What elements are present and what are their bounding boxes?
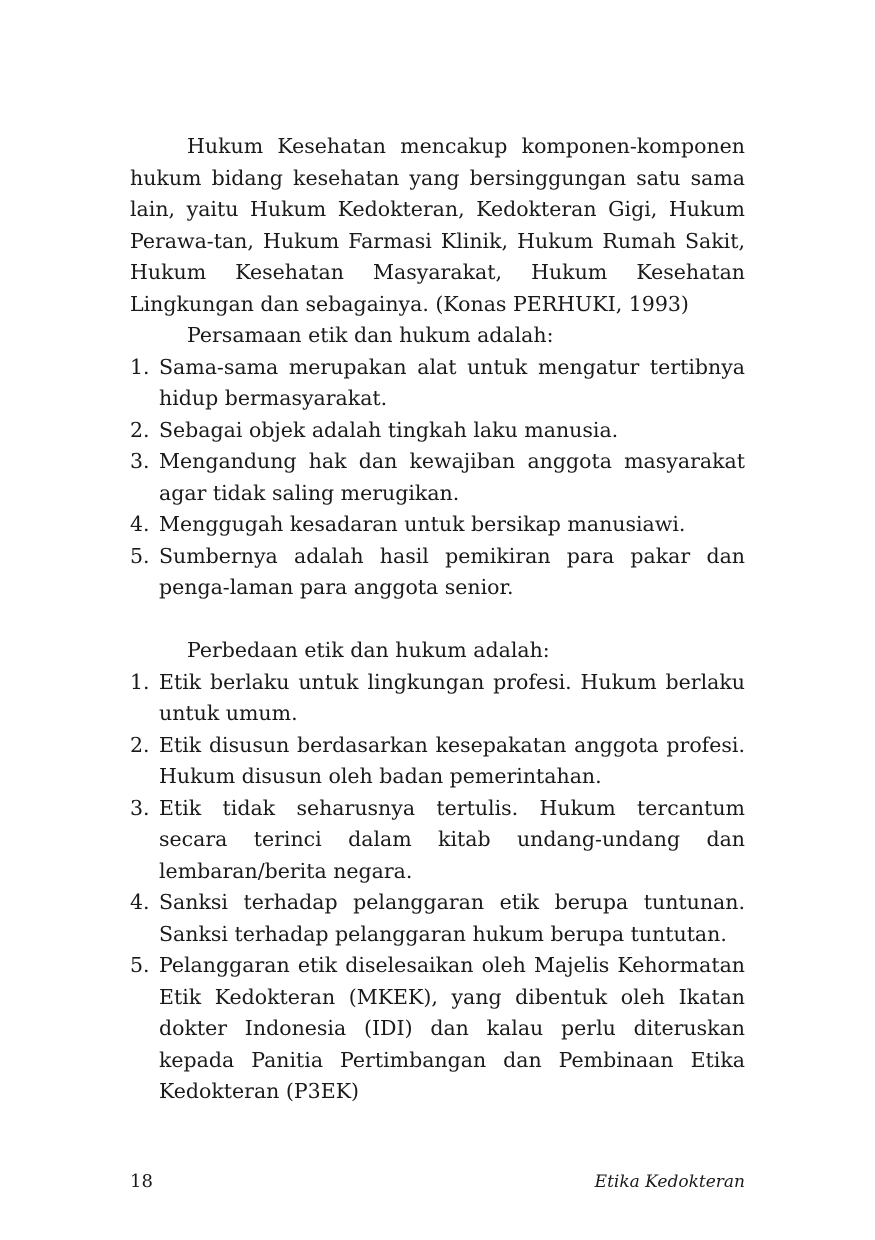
section-spacer — [130, 604, 745, 636]
list-item-text: Sebagai objek adalah tingkah laku manusia. — [159, 417, 619, 442]
list-item-number: 1. — [130, 669, 150, 694]
list-item-number: 5. — [130, 543, 150, 568]
list-item-number: 1. — [130, 354, 150, 379]
list-item — [130, 446, 745, 509]
list-item-text: Mengandung hak dan kewajiban anggota masyarakat agar tidak saling merugikan. — [159, 449, 745, 505]
list-item-number: 4. — [130, 890, 150, 914]
list-item — [130, 887, 745, 950]
list-item-text: Sumbernya adalah hasil pemikiran para pakar dan penga-laman para anggota senior. — [159, 543, 745, 599]
intro-paragraph: Hukum Kesehatan mencakup komponen-komponen hukum bidang kesehatan yang bersinggungan satu sama lain, yaitu Hukum Kedokteran, Kedokteran Gigi, Hukum Perawa-tan, Hukum Farmasi Klinik, Hukum Rumah Sakit, Hukum Kesehatan Masyarakat, Hukum Kesehatan Lingkungan dan sebagainya. (Konas PERHUKI, 1993) — [130, 134, 745, 316]
list-item-text: Sama-sama merupakan alat untuk mengatur tertibnya hidup bermasyarakat. — [159, 354, 745, 410]
list-item — [130, 352, 745, 415]
list-item-text: Etik tidak seharusnya tertulis. Hukum tercantum secara terinci dalam kitab undang-undang dan lembaran/berita negara. — [159, 795, 745, 883]
similarities-heading: Persamaan etik dan hukum adalah: — [187, 323, 554, 347]
list-item — [130, 415, 745, 447]
list-item — [130, 541, 745, 604]
list-item-number: 2. — [130, 732, 150, 757]
list-item — [130, 793, 745, 888]
differences-list — [130, 667, 745, 1108]
list-item-number: 3. — [130, 795, 150, 820]
similarities-list — [130, 352, 745, 604]
list-item-text: Pelanggaran etik diselesaikan oleh Majelis Kehormatan Etik Kedokteran (MKEK), yang dibentuk oleh Ikatan dokter Indonesia (IDI) dan kalau perlu diteruskan kepada Panitia Pertimbangan dan Pembinaan Etika Kedokteran (P3EK) — [159, 953, 745, 1103]
list-item-number: 3. — [130, 449, 150, 473]
running-title: Etika Kedokteran — [594, 1172, 745, 1192]
page-body — [130, 131, 745, 1108]
list-item — [130, 950, 745, 1108]
list-item — [130, 509, 745, 541]
list-item — [130, 667, 745, 730]
list-item-number: 5. — [130, 953, 150, 977]
list-item — [130, 730, 745, 793]
list-item-text: Etik berlaku untuk lingkungan profesi. Hukum berlaku untuk umum. — [159, 669, 745, 725]
list-item-number: 4. — [130, 512, 150, 536]
list-item-text: Sanksi terhadap pelanggaran etik berupa tuntunan. Sanksi terhadap pelanggaran hukum berupa tuntutan. — [159, 890, 745, 946]
page-number: 18 — [130, 1171, 153, 1192]
list-item-number: 2. — [130, 417, 150, 442]
differences-heading: Perbedaan etik dan hukum adalah: — [187, 638, 550, 662]
list-item-text: Menggugah kesadaran untuk bersikap manusiawi. — [159, 512, 686, 536]
list-item-text: Etik disusun berdasarkan kesepakatan anggota profesi. Hukum disusun oleh badan pemerintahan. — [159, 732, 745, 788]
